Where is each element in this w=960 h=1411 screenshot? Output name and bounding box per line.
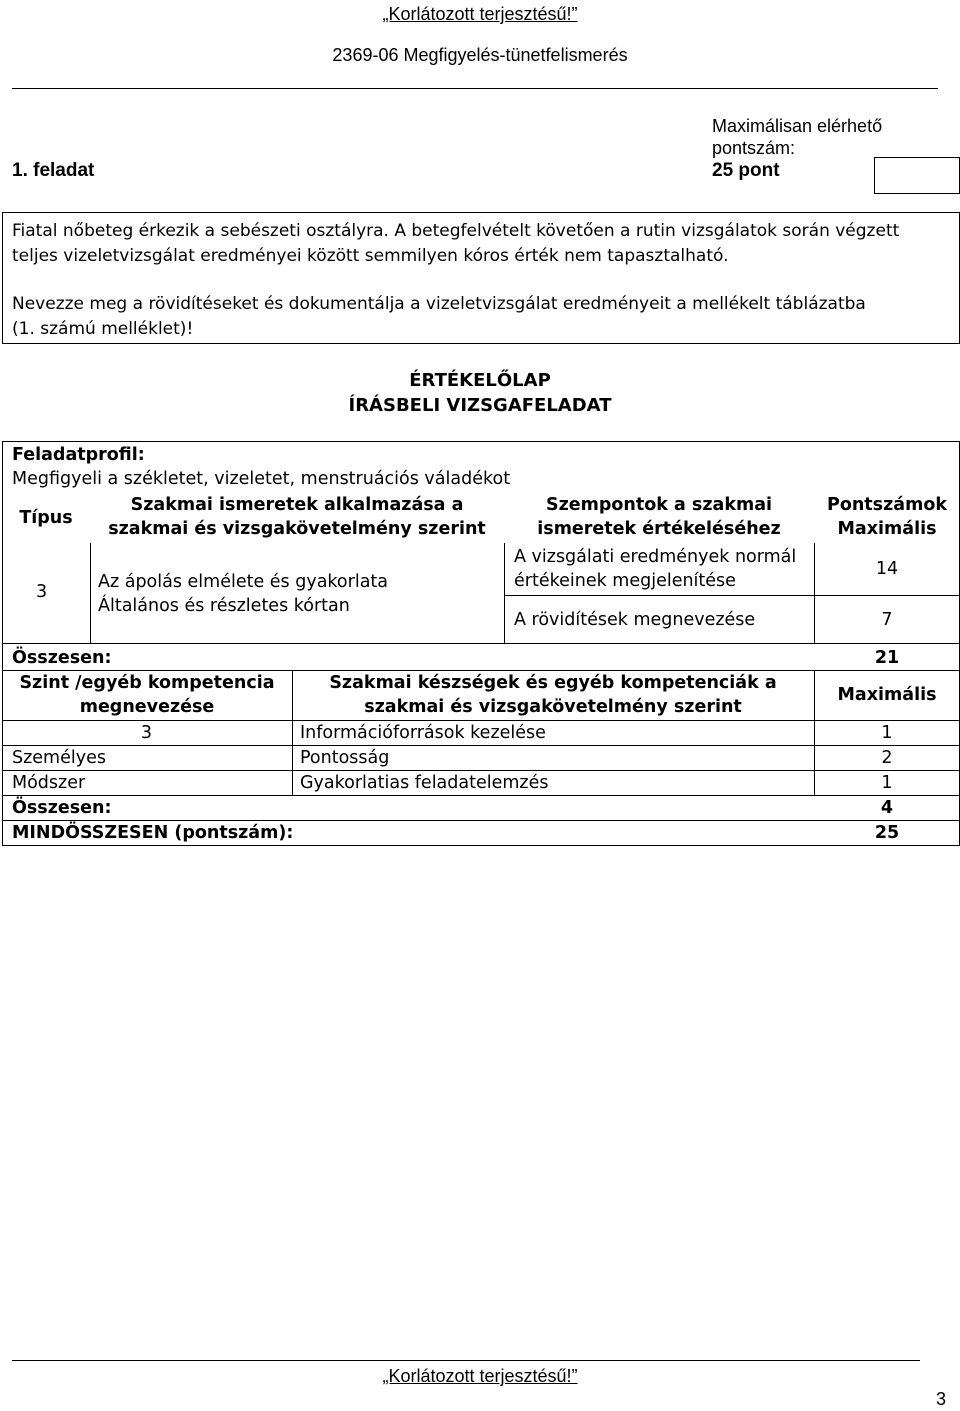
col-knowledge-header-2: szakmai és vizsgakövetelmény szerint xyxy=(108,519,486,539)
comp-col2-header-2: szakmai és vizsgakövetelmény szerint xyxy=(364,697,742,717)
score-entry-box[interactable] xyxy=(874,157,960,194)
knowledge-item-2: Általános és részletes kórtan xyxy=(98,596,350,616)
grand-total-value: 25 xyxy=(874,823,900,843)
subtotal-label: Összesen: xyxy=(12,648,112,668)
criteria-a-line2: értékeinek megjelenítése xyxy=(514,571,736,591)
comp-row-points: 1 xyxy=(881,773,893,793)
description-line4: (1. számú melléklet)! xyxy=(12,319,194,339)
col-criteria-header-1: Szempontok a szakmai xyxy=(545,495,772,515)
profile-text: Megfigyeli a székletet, vizeletet, menstruációs váladékot xyxy=(12,469,511,489)
max-points-label-line2: pontszám: xyxy=(712,138,796,158)
comp-row-level: 3 xyxy=(140,723,152,743)
description-line1: Fiatal nőbeteg érkezik a sebészeti osztályra. A betegfelvételt követően a rutin vizsgálatok során végzett xyxy=(12,221,900,241)
comp-row-skill: Gyakorlatias feladatelemzés xyxy=(300,773,549,793)
comp-row-points: 2 xyxy=(881,748,893,768)
type-value: 3 xyxy=(36,582,48,602)
header-divider xyxy=(12,88,938,89)
subtotal2-label: Összesen: xyxy=(12,798,112,818)
grid-line xyxy=(814,670,815,720)
grid-line xyxy=(504,595,960,596)
col-max-header: Maximális xyxy=(837,519,937,539)
comp-row-points: 1 xyxy=(881,723,893,743)
comp-col1-header-1: Szint /egyéb kompetencia xyxy=(19,673,275,693)
col-criteria-header-2: ismeretek értékeléséhez xyxy=(537,519,781,539)
col-points-header: Pontszámok xyxy=(827,495,947,515)
criteria-b-points: 7 xyxy=(881,610,893,630)
module-title: 2369-06 Megfigyelés-tünetfelismerés xyxy=(332,45,628,65)
subtotal2-value: 4 xyxy=(880,798,894,818)
grid-line xyxy=(292,670,293,720)
comp-col1-header-2: megnevezése xyxy=(79,697,215,717)
grid-line xyxy=(292,720,293,795)
grid-line xyxy=(814,720,815,795)
comp-col3-header: Maximális xyxy=(837,685,937,705)
grand-total-label: MINDÖSSZESEN (pontszám): xyxy=(12,823,294,843)
description-line3: Nevezze meg a rövidítéseket és dokumentálja a vizeletvizsgálat eredményeit a mellékelt táblázatba xyxy=(12,294,866,314)
written-exam-title: ÍRÁSBELI VIZSGAFELADAT xyxy=(348,395,612,416)
col-type-header: Típus xyxy=(19,508,73,528)
subtotal-value: 21 xyxy=(874,648,900,668)
evaluation-sheet-title: ÉRTÉKELŐLAP xyxy=(409,370,551,391)
comp-row-level: Személyes xyxy=(12,748,106,768)
max-points-label-line1: Maximálisan elérhető xyxy=(712,116,883,136)
comp-row-level: Módszer xyxy=(12,773,86,793)
profile-label: Feladatprofil: xyxy=(12,445,145,465)
task-description-box xyxy=(2,212,960,344)
footer-divider xyxy=(12,1360,920,1361)
task-label: 1. feladat xyxy=(12,160,95,181)
knowledge-item-1: Az ápolás elmélete és gyakorlata xyxy=(98,572,389,592)
criteria-a-points: 14 xyxy=(875,559,899,579)
grid-line xyxy=(90,543,91,643)
grid-line xyxy=(2,643,960,644)
comp-row-skill: Pontosság xyxy=(300,748,390,768)
criteria-b: A rövidítések megnevezése xyxy=(514,610,756,630)
comp-col2-header-1: Szakmai készségek és egyéb kompetenciák a xyxy=(329,673,777,693)
footer-restriction-notice: „Korlátozott terjesztésű!” xyxy=(382,1366,578,1386)
page-number: 3 xyxy=(936,1389,947,1409)
criteria-a-line1: A vizsgálati eredmények normál xyxy=(514,547,797,567)
task-points: 25 pont xyxy=(712,160,780,181)
grid-line xyxy=(504,543,505,643)
comp-row-skill: Információforrások kezelése xyxy=(300,723,546,743)
description-line2: teljes vizeletvizsgálat eredményei között semmilyen kóros érték nem tapasztalható. xyxy=(12,246,729,266)
grid-line xyxy=(814,543,815,643)
restriction-notice: „Korlátozott terjesztésű!” xyxy=(382,4,578,24)
col-knowledge-header-1: Szakmai ismeretek alkalmazása a xyxy=(130,495,464,515)
